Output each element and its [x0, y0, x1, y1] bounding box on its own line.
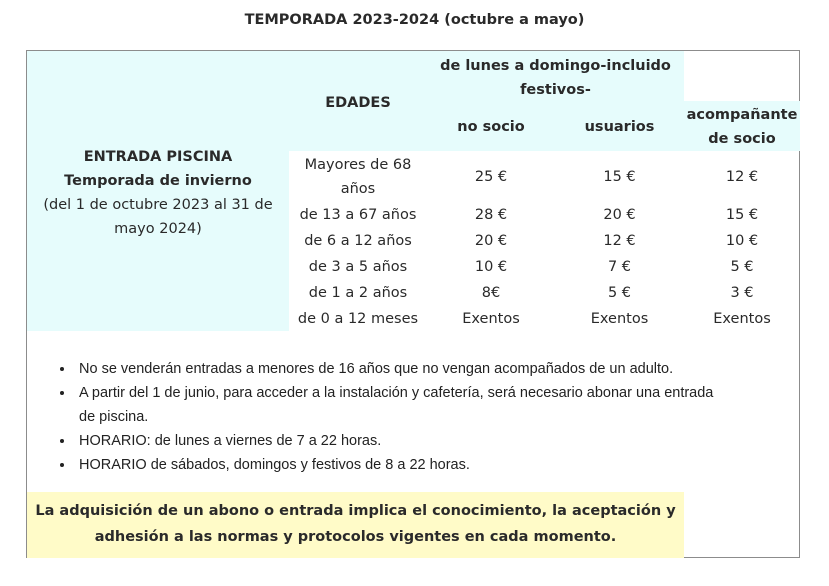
age-cell: Mayores de 68 años	[304, 157, 412, 197]
price-acompanante: 12 €	[725, 169, 759, 185]
disclaimer-banner	[27, 492, 684, 558]
age-cell: de 0 a 12 meses	[297, 311, 419, 327]
header-edades: EDADES	[325, 95, 391, 111]
price-acompanante: Exentos	[713, 311, 771, 327]
price-no-socio: Exentos	[462, 311, 520, 327]
age-cell: de 13 a 67 años	[299, 207, 417, 223]
age-cell: de 3 a 5 años	[308, 259, 408, 275]
header-no-socio: no socio	[457, 119, 525, 135]
price-no-socio: 28 €	[474, 207, 508, 223]
note-item: • HORARIO de sábados, domingos y festivos de 8 a 22 horas.	[75, 453, 725, 477]
price-acompanante: 5 €	[730, 259, 754, 275]
disclaimer-text: La adquisición de un abono o entrada implica el conocimiento, la aceptación y adhesión a las normas y protocolos vigentes en cada momento.	[35, 503, 676, 545]
header-group: de lunes a domingo-incluido festivos-	[440, 58, 671, 98]
price-usuarios: 15 €	[603, 169, 636, 185]
header-usuarios: usuarios	[584, 119, 655, 135]
notes-list	[57, 357, 725, 477]
entry-season: Temporada de invierno	[64, 173, 252, 189]
price-no-socio: 10 €	[474, 259, 508, 275]
note-item: • No se venderán entradas a menores de 16 años que no vengan acompañados de un adulto.	[75, 357, 725, 381]
price-no-socio: 8€	[481, 285, 501, 301]
price-usuarios: Exentos	[590, 311, 649, 327]
price-acompanante: 10 €	[725, 233, 759, 249]
price-usuarios: 20 €	[603, 207, 636, 223]
note-item: • A partir del 1 de junio, para acceder a la instalación y cafetería, será necesario abonar una entrada de piscina.	[75, 381, 725, 429]
price-usuarios: 5 €	[607, 285, 632, 301]
header-acompanante: acompañante de socio	[686, 107, 798, 147]
page-title: TEMPORADA 2023-2024 (octubre a mayo)	[244, 12, 585, 28]
price-acompanante: 15 €	[725, 207, 759, 223]
note-item: • HORARIO: de lunes a viernes de 7 a 22 horas.	[75, 429, 725, 453]
entry-dates: (del 1 de octubre 2023 al 31 de mayo 2024)	[43, 197, 273, 237]
price-acompanante: 3 €	[730, 285, 754, 301]
age-cell: de 6 a 12 años	[304, 233, 412, 249]
entry-title: ENTRADA PISCINA	[83, 149, 233, 165]
age-cell: de 1 a 2 años	[308, 285, 408, 301]
price-no-socio: 20 €	[474, 233, 508, 249]
price-no-socio: 25 €	[474, 169, 508, 185]
price-usuarios: 7 €	[607, 259, 632, 275]
price-usuarios: 12 €	[603, 233, 636, 249]
pricing-panel	[26, 50, 800, 558]
